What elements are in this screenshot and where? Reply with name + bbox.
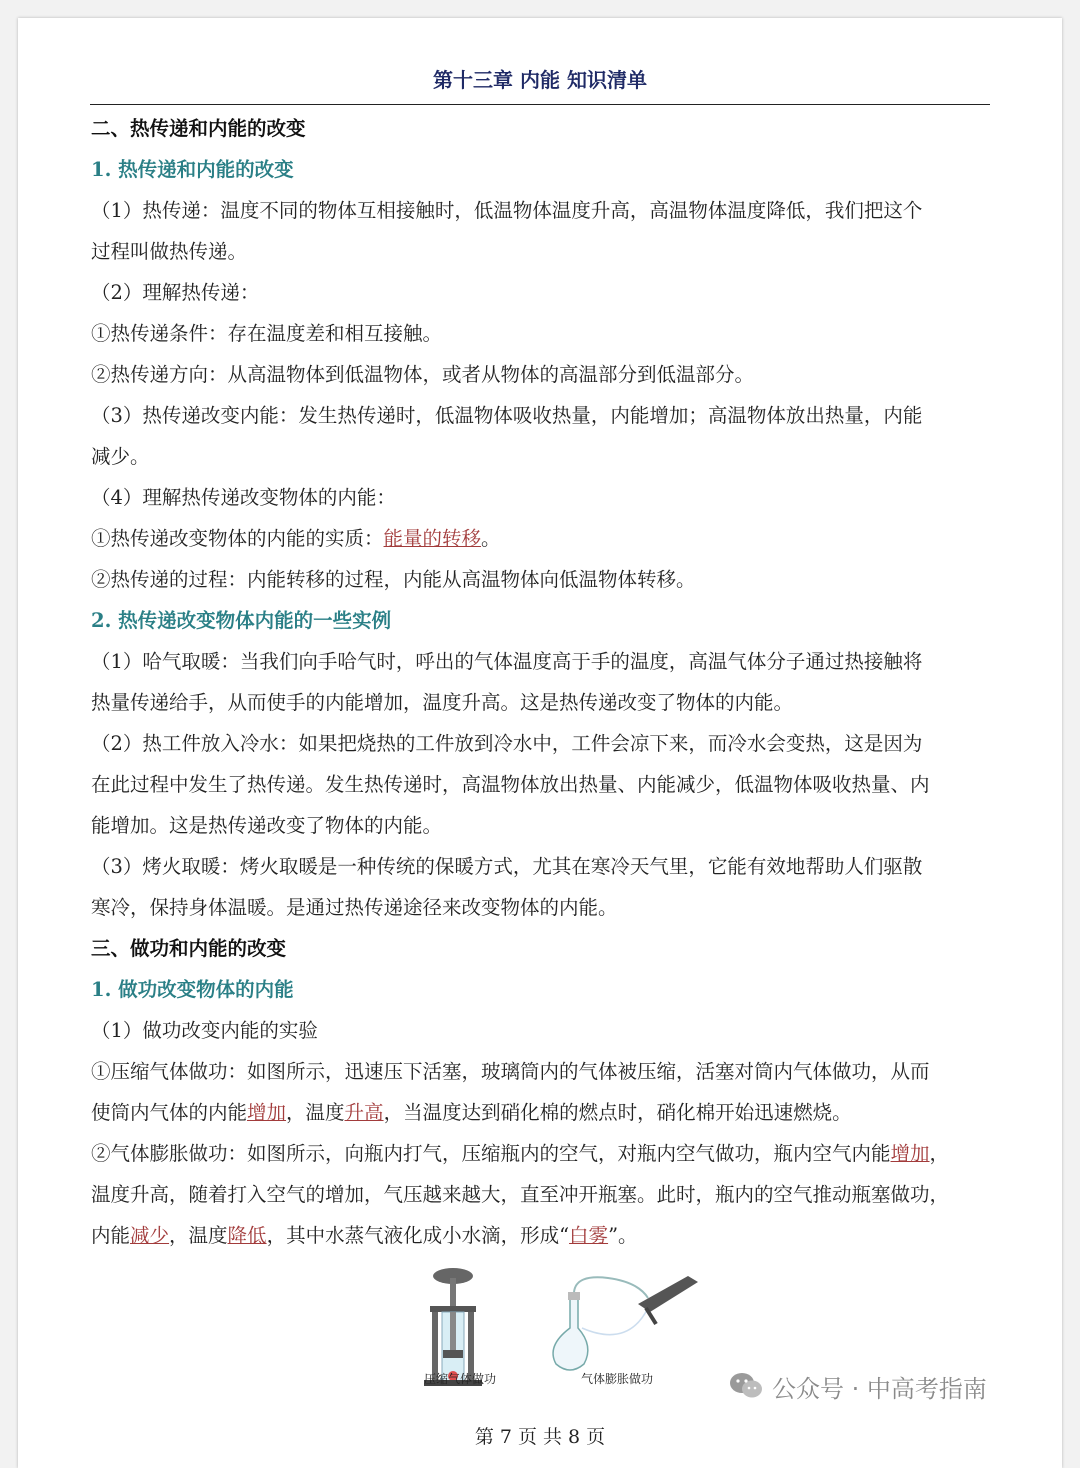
wechat-icon: [728, 1371, 764, 1401]
paragraph-line: （1）热传递：温度不同的物体互相接触时，低温物体温度升高，高温物体温度降低，我们把这个: [91, 199, 923, 222]
key-term: 减少: [130, 1224, 170, 1247]
subsection-heading: 1. 做功改变物体的内能: [91, 978, 294, 1001]
paragraph-line: 在此过程中发生了热传递。发生热传递时，高温物体放出热量、内能减少，低温物体吸收热量、内: [91, 773, 930, 796]
key-term: 升高: [344, 1101, 384, 1124]
figure-caption: 气体膨胀做功: [581, 1372, 654, 1386]
text-run: ，当温度达到硝化棉的燃点时，硝化棉开始迅速燃烧。: [383, 1101, 852, 1124]
paragraph-line: ①压缩气体做功：如图所示，迅速压下活塞，玻璃筒内的气体被压缩，活塞对筒内气体做功，从而: [91, 1060, 930, 1083]
page-header: [90, 64, 990, 105]
paragraph-line: 温度升高，随着打入空气的增加，气压越来越大，直至冲开瓶塞。此时，瓶内的空气推动瓶塞做功，: [91, 1183, 950, 1206]
key-term: 增加: [247, 1101, 287, 1124]
paragraph-line: （4）理解热传递改变物体的内能：: [91, 486, 396, 509]
paragraph-line: ①热传递条件：存在温度差和相互接触。: [91, 322, 443, 345]
paragraph-line: 热量传递给手，从而使手的内能增加，温度升高。这是热传递改变了物体的内能。: [91, 691, 794, 714]
paragraph-line: [91, 518, 991, 559]
header-title: 第十三章 内能 知识清单: [433, 68, 647, 92]
text-run: ，: [929, 1142, 950, 1165]
paragraph-line: （3）烤火取暖：烤火取暖是一种传统的保暖方式，尤其在寒冷天气里，它能有效地帮助人们驱散: [91, 855, 923, 878]
experiment-figures: [398, 1268, 708, 1398]
paragraph-line: （3）热传递改变内能：发生热传递时，低温物体吸收热量，内能增加；高温物体放出热量，内能: [91, 404, 923, 427]
key-term: 白雾: [569, 1224, 609, 1247]
document-page: [18, 18, 1062, 1468]
watermark: [728, 1366, 987, 1406]
paragraph-line: [91, 1215, 991, 1256]
text-run: ，温度: [169, 1224, 228, 1247]
text-run: ，其中水蒸气液化成小水滴，形成“: [266, 1224, 570, 1247]
figure-caption: 压缩气体做功: [424, 1372, 497, 1386]
paragraph-line: 寒冷，保持身体温暖。是通过热传递途径来改变物体的内能。: [91, 896, 618, 919]
text-run: ，温度: [286, 1101, 345, 1124]
subsection-heading: 1. 热传递和内能的改变: [91, 158, 294, 181]
key-term: 增加: [890, 1142, 930, 1165]
flask-pump-illustration: [538, 1268, 708, 1378]
paragraph-line: 能增加。这是热传递改变了物体的内能。: [91, 814, 443, 837]
key-term: 能量的转移: [383, 527, 482, 550]
key-term: 降低: [227, 1224, 267, 1247]
paragraph-line: [91, 1133, 991, 1174]
text-run: 使筒内气体的内能: [91, 1101, 248, 1124]
paragraph-line: 减少。: [91, 445, 150, 468]
page-number: 第 7 页 共 8 页: [474, 1426, 606, 1448]
paragraph-line: （1）哈气取暖：当我们向手哈气时，呼出的气体温度高于手的温度，高温气体分子通过热接触将: [91, 650, 923, 673]
paragraph-line: [91, 1092, 991, 1133]
text-run: 内能: [91, 1224, 131, 1247]
text-run: 。: [481, 527, 501, 550]
page-footer: [18, 1422, 1062, 1449]
page-content: [91, 108, 991, 1256]
paragraph-line: （2）热工件放入冷水：如果把烧热的工件放到冷水中，工件会凉下来，而冷水会变热，这是因为: [91, 732, 923, 755]
section-heading: 二、热传递和内能的改变: [91, 117, 306, 140]
text-run: ②气体膨胀做功：如图所示，向瓶内打气，压缩瓶内的空气，对瓶内空气做功，瓶内空气内能: [91, 1142, 891, 1165]
paragraph-line: ②热传递的过程：内能转移的过程，内能从高温物体向低温物体转移。: [91, 568, 696, 591]
paragraph-line: （2）理解热传递：: [91, 281, 260, 304]
paragraph-line: （1）做功改变内能的实验: [91, 1019, 318, 1042]
paragraph-line: ②热传递方向：从高温物体到低温物体，或者从物体的高温部分到低温部分。: [91, 363, 755, 386]
paragraph-line: 过程叫做热传递。: [91, 240, 248, 263]
text-run: ①热传递改变物体的内能的实质：: [91, 527, 384, 550]
section-heading: 三、做功和内能的改变: [91, 937, 287, 960]
subsection-heading: 2. 热传递改变物体内能的一些实例: [91, 609, 392, 632]
watermark-text: 公众号 · 中高考指南: [772, 1374, 987, 1403]
text-run: ”。: [608, 1224, 638, 1247]
